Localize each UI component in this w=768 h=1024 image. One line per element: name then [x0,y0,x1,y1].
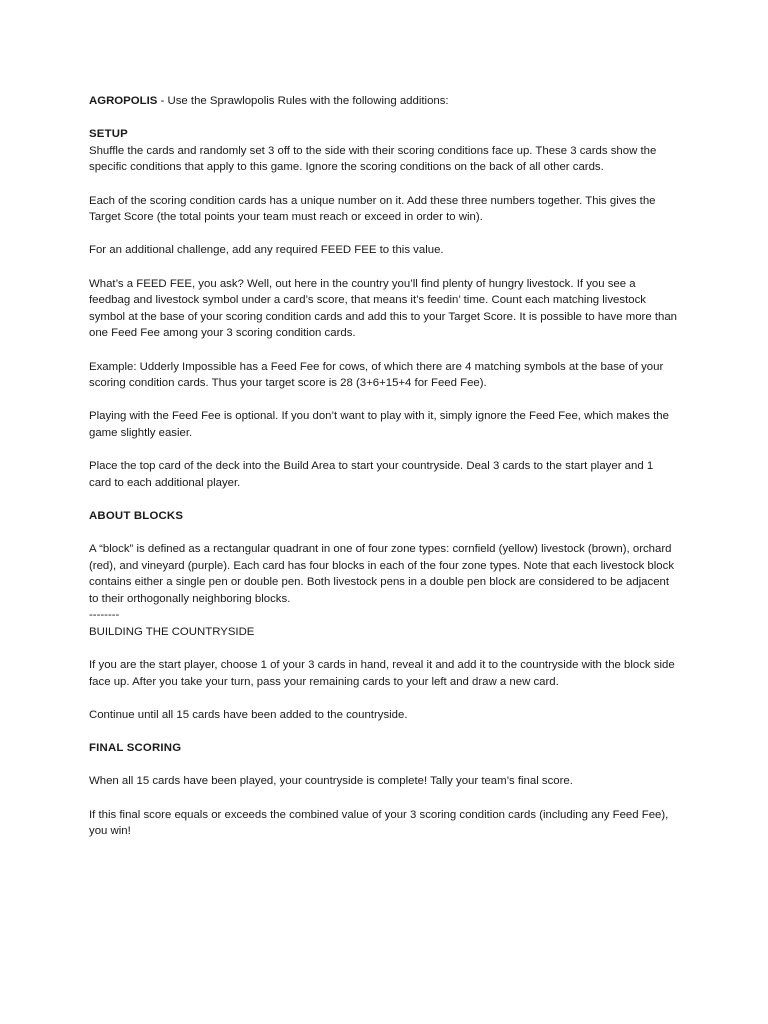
setup-paragraph-3: For an additional challenge, add any required FEED FEE to this value. [89,244,444,257]
scoring-paragraph-2: If this final score equals or exceeds the combined value of your 3 scoring condition cards (including any Feed Fee), you win! [89,808,669,838]
setup-heading: SETUP [89,128,128,141]
setup-paragraph-6: Playing with the Feed Fee is optional. If you don’t want to play with it, simply ignore the Feed Fee, which makes the game slightly easier. [89,410,669,439]
blocks-paragraph-1: A “block” is defined as a rectangular quadrant in one of four zone types: cornfield (yellow) livestock (brown), orchard (red), and vineyard (purple). Each card has four blocks in each of the four zone types. Note that each livestock block contains either a single pen or double pen. Both livestock pens in a double pen block are considered to be adjacent to their orthogonally neighboring blocks. [89,543,675,605]
document-title: AGROPOLIS [89,95,158,107]
building-paragraph-2: Continue until all 15 cards have been added to the countryside. [89,708,408,721]
document-page [89,93,677,840]
setup-paragraph-4: What’s a FEED FEE, you ask? Well, out here in the country you’ll find plenty of hungry livestock. If you see a feedbag and livestock symbol under a card’s score, that means it’s feedin’ time. Count each matching livestock symbol at the base of your scoring condition cards and add this to your Target Score. It is possible to have more than one Feed Fee among your 3 scoring condition cards. [89,277,677,340]
blocks-heading: ABOUT BLOCKS [89,509,184,522]
setup-paragraph-2: Each of the scoring condition cards has a unique number on it. Add these three numbers together. This gives the Target Score (the total points your team must reach or exceed in order to win). [89,194,656,224]
scoring-heading: FINAL SCORING [89,742,182,755]
scoring-paragraph-1: When all 15 cards have been played, your countryside is complete! Tally your team’s final score. [89,775,573,788]
title-suffix: - Use the Sprawlopolis Rules with the following additions: [157,95,449,107]
building-heading: BUILDING THE COUNTRYSIDE [89,626,255,638]
setup-paragraph-5: Example: Udderly Impossible has a Feed Fee for cows, of which there are 4 matching symbols at the base of your scoring condition cards. Thus your target score is 28 (3+6+15+4 for Feed Fee). [89,360,664,390]
title-line [89,93,677,110]
setup-paragraph-7: Place the top card of the deck into the Build Area to start your countryside. Deal 3 cards to the start player and 1 card to each additional player. [89,460,654,489]
section-divider: -------- [89,609,120,622]
building-paragraph-1: If you are the start player, choose 1 of your 3 cards in hand, reveal it and add it to the countryside with the block side face up. After you take your turn, pass your remaining cards to your left and draw a new card. [89,659,675,688]
setup-paragraph-1: Shuffle the cards and randomly set 3 off to the side with their scoring conditions face up. These 3 cards show the specific conditions that apply to this game. Ignore the scoring conditions on the back of all other cards. [89,144,657,174]
